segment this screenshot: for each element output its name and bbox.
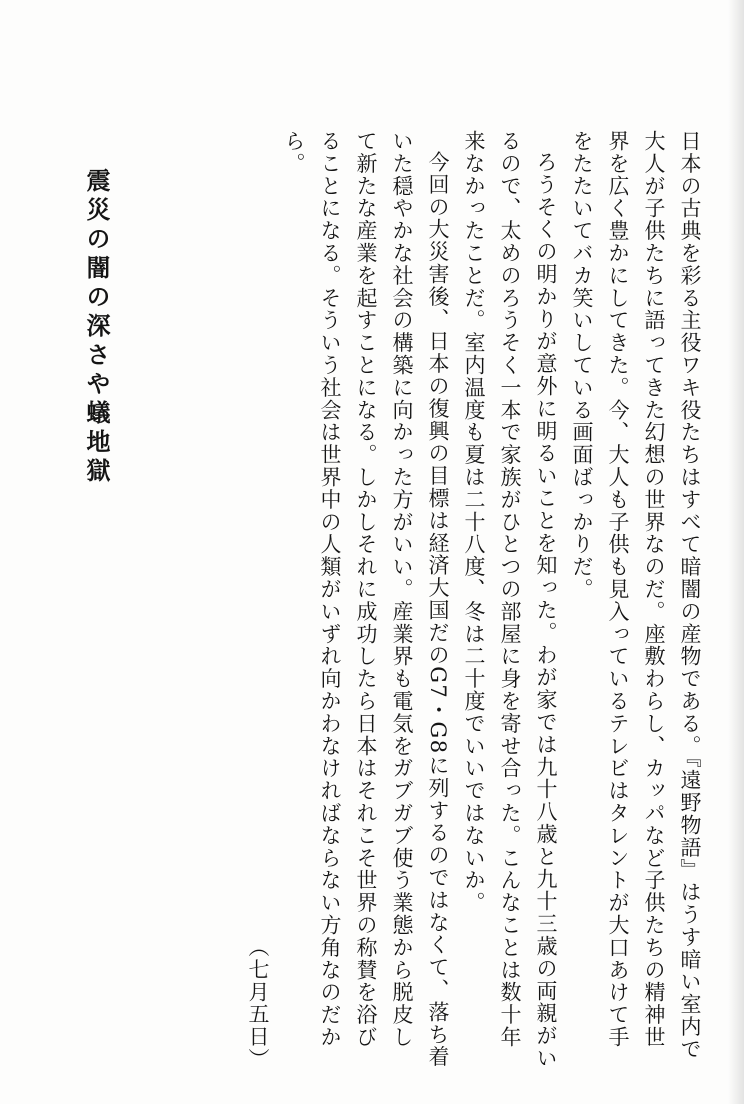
page-spine-shadow: [728, 0, 744, 1104]
paragraph-3: 今回の大災害後、日本の復興の目標は経済大国だのG7・G8に列するのではなくて、落ち着いた穏やかな社会の構築に向かった方がいい。産業界も電気をガブガブ使う業態から脱皮して新たな産業を起すことになる。しかしそれに成功したら日本はそれこそ世界の称賛を浴びることになる。そういう社会は世界中の人類がいずれ向かわなければならない方角なのだから。: [282, 130, 450, 1069]
date-line: （七月五日）: [246, 935, 270, 1070]
essay-body: [246, 130, 708, 1070]
paragraph-1: 日本の古典を彩る主役ワキ役たちはすべて暗闇の産物である。『遠野物語』はうす暗い室内で大人が子供たちに語ってきた幻想の世界なのだ。座敷わらし、カッパなど子供たちの精神世界を広く豊かにしてきた。今、大人も子供も見入っているテレビはタレントが大口あけて手をたたいてバカ笑いしている画面ばっかりだ。: [570, 130, 702, 1061]
essay-title: 震災の闇の深さや蟻地獄: [82, 168, 110, 487]
paragraph-2: ろうそくの明かりが意外に明るいことを知った。わが家では九十八歳と九十三歳の両親がいるので、太めのろうそく一本で家族がひとつの部屋に身を寄せ合った。こんなことは数十年来なかったことだ。室内温度も夏は二十八度、冬は二十度でいいではないか。: [462, 130, 558, 1070]
